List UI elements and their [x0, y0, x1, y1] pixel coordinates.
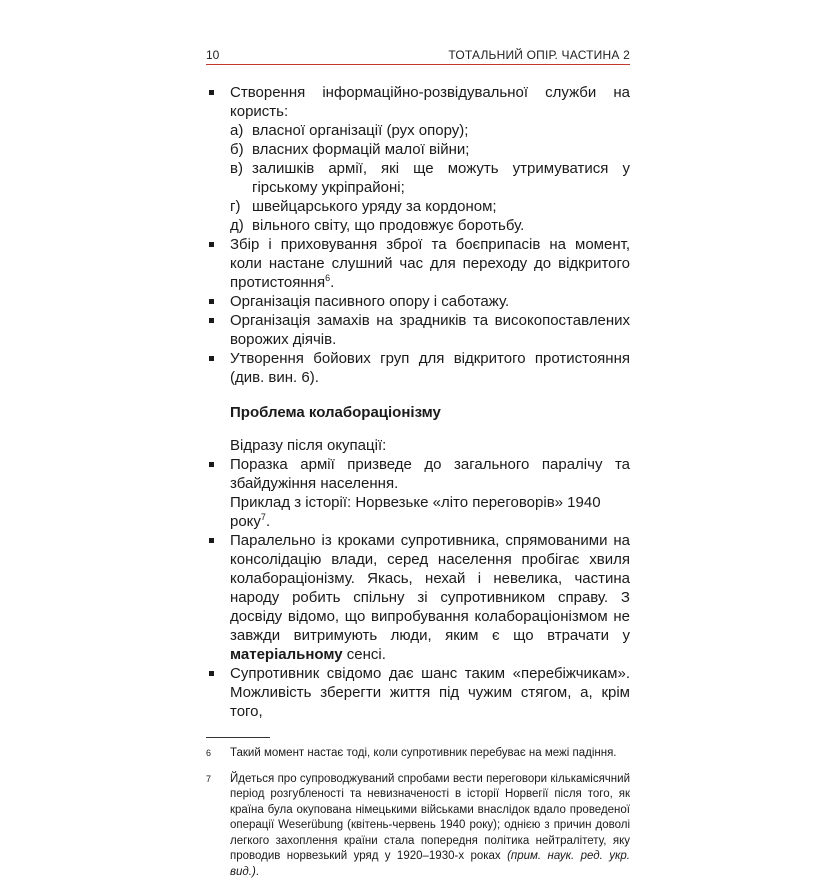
list-item: Збір і приховування зброї та боєприпасів на момент, коли настане слушний час для переходу до відкритого протистояння$^6$. [206, 235, 630, 292]
book-page [206, 40, 630, 880]
section-heading: Проблема колабораціонізму [230, 403, 630, 422]
footnote: 6 Такий момент настає тоді, коли супротивник перебуває на межі падіння. [206, 746, 630, 762]
page-header [206, 40, 630, 65]
list-item: Організація пасивного опору і саботажу. [206, 292, 630, 311]
sub-list-item: б) власних формацій малої війни; [230, 140, 630, 159]
bullet-list-collaboration-cont [206, 531, 630, 721]
editor-note: (прим. наук. ред. укр. вид.) [230, 850, 630, 878]
bullet-list-tasks [206, 83, 630, 387]
bullet-list-collaboration [206, 455, 630, 493]
footnote: 7 Йдеться про супроводжуваний спробами вести переговори кількамісячний період розгубленості та невизначеності в історії Норвегії після того, як країна була окупована німецькими військами внаслідок вдало проведеної операції Weserübung (квітень-червень 1940 року); однією з причин доволі легкого захоплення країни стала попередня політика нейтралітету, яку проводив норвезький уряд у 1920–1930-х роках (прим. наук. ред. укр. вид.). [206, 772, 630, 880]
list-item: Поразка армії призведе до загального паралічу та збайдужіння населення. [206, 455, 630, 493]
history-example: Приклад з історії: Норвезьке «літо переговорів» 1940 року$^7$. [206, 493, 630, 531]
running-title: ТОТАЛЬНИЙ ОПІР. ЧАСТИНА 2 [448, 48, 630, 62]
footnote-separator [206, 737, 270, 738]
sub-list-item: а) власної організації (рух опору); [230, 121, 630, 140]
sub-list-item: г) швейцарського уряду за кордоном; [230, 197, 630, 216]
intro-paragraph: Відразу після окупації: [230, 436, 630, 455]
list-item: Організація замахів на зрадників та високопоставлених ворожих діячів. [206, 311, 630, 349]
sub-list-item: д) вільного світу, що продовжує боротьбу. [230, 216, 630, 235]
list-item: Утворення бойових груп для відкритого протистояння (див. вин. 6). [206, 349, 630, 387]
footnote-ref: 7 [261, 512, 266, 522]
page-number: 10 [206, 48, 219, 62]
emphasis-word: матеріальному [230, 646, 343, 663]
sub-list [230, 121, 630, 235]
footnote-ref: 6 [325, 273, 330, 283]
page-body [206, 83, 630, 880]
sub-list-item: в) залишків армії, які ще можуть утримуватися у гірському укріпрайоні; [230, 159, 630, 197]
list-item: Супротивник свідомо дає шанс таким «перебіжчикам». Можливість зберегти життя під чужим стягом, а, крім того, [206, 664, 630, 721]
list-item: Паралельно із кроками супротивника, спрямованими на консолідацію влади, серед населення пробігає хвиля колабораціонізму. Якась, нехай і невелика, частина народу робить спільну зі супротивником справу. З досвіду відомо, що випробування колабораціонізмом не завжди витримують люди, яким є що втрачати у матеріальному сенсі. [206, 531, 630, 664]
list-item: Створення інформаційно-розвідувальної служби на користь: а) власної організації (рух опору); б) власних формацій малої війни; в) залишків армії, які ще можуть утримуватися у гірському укріпрайоні; г) швейцарського уряду за кордоном; д) вільного світу, що продовжує боротьбу. [206, 83, 630, 235]
